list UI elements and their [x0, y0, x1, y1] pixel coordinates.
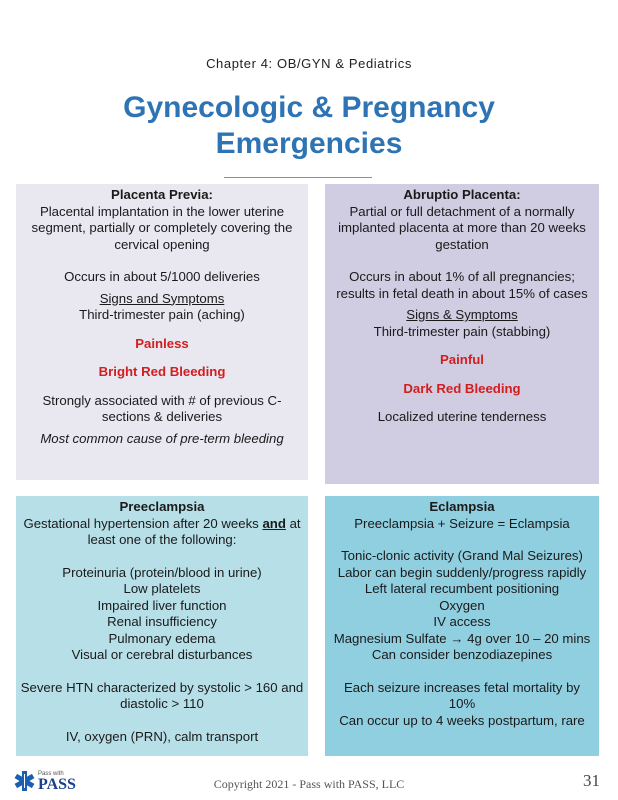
preeclampsia-box: [16, 496, 308, 756]
copyright-text: Copyright 2021 - Pass with PASS, LLC: [213, 777, 405, 791]
abruptio-placenta-box: [325, 184, 599, 484]
preeclampsia-item: Visual or cerebral disturbances: [71, 647, 253, 662]
preeclampsia-item: Proteinuria (protein/blood in urine): [62, 564, 262, 580]
placenta-previa-note: Most common cause of pre-term bleeding: [40, 430, 284, 446]
placenta-previa-bleeding: Bright Red Bleeding: [98, 364, 226, 379]
chapter-heading: Chapter 4: OB/GYN & Pediatrics: [206, 56, 412, 71]
page-title-line-1: Gynecologic & Pregnancy: [123, 91, 495, 124]
preeclampsia-definition: [20, 516, 304, 549]
abruptio-placenta-bleeding: Dark Red Bleeding: [403, 380, 521, 396]
abruptio-placenta-tenderness: Localized uterine tenderness: [377, 409, 547, 424]
eclampsia-item: Left lateral recumbent positioning: [364, 581, 560, 596]
preeclampsia-definition-and: and: [262, 515, 286, 531]
eclampsia-item: Magnesium Sulfate → 4g over 10 – 20 mins: [333, 630, 591, 646]
abruptio-placenta-sign-1: Third-trimester pain (stabbing): [373, 323, 551, 339]
abruptio-placenta-heading: Abruptio Placenta:: [403, 187, 521, 202]
page-title-line-2: Emergencies: [215, 127, 403, 160]
preeclampsia-treatment: IV, oxygen (PRN), calm transport: [65, 728, 259, 744]
eclampsia-heading: Eclampsia: [429, 499, 495, 514]
preeclampsia-definition-part-1: Gestational hypertension after 20 weeks: [23, 515, 259, 531]
placenta-previa-pain: Painless: [135, 335, 189, 351]
eclampsia-item: IV access: [433, 614, 491, 629]
abruptio-placenta-occurrence: Occurs in about 1% of all pregnancies; results in fetal death in about 15% of cases: [336, 269, 588, 301]
eclampsia-mortality: Each seizure increases fetal mortality by 10%: [343, 679, 580, 711]
placenta-previa-occurrence: Occurs in about 5/1000 deliveries: [64, 269, 260, 284]
logo-big-text: PASS: [38, 776, 76, 793]
placenta-previa-definition: Placental implantation in the lower uterine segment, partially or completely covering the cervical opening: [31, 203, 293, 252]
preeclampsia-severe: Severe HTN characterized by systolic > 160 and diastolic > 110: [20, 679, 304, 711]
eclampsia-item: Oxygen: [439, 597, 485, 613]
preeclampsia-item: Pulmonary edema: [108, 630, 216, 646]
placenta-previa-sign-1: Third-trimester pain (aching): [79, 307, 245, 322]
page-number: 31: [583, 771, 600, 790]
placenta-previa-signs-heading: Signs and Symptoms: [99, 290, 225, 306]
preeclampsia-heading: Preeclampsia: [119, 499, 205, 514]
preeclampsia-definition-part-2: at least one of the following:: [87, 515, 301, 547]
preeclampsia-item: Impaired liver function: [97, 597, 227, 613]
preeclampsia-item: Renal insufficiency: [107, 614, 217, 629]
eclampsia-item: Can consider benzodiazepines: [371, 647, 553, 662]
preeclampsia-item: Low platelets: [123, 581, 201, 596]
placenta-previa-heading: Placenta Previa:: [111, 187, 213, 202]
abruptio-placenta-definition: Partial or full detachment of a normally implanted placenta at more than 20 weeks gestation: [338, 203, 586, 252]
title-underline: [224, 177, 372, 178]
eclampsia-item: Labor can begin suddenly/progress rapidly: [337, 564, 587, 580]
abruptio-placenta-signs-heading: Signs & Symptoms: [406, 307, 518, 322]
logo-small-text: Pass with: [38, 771, 64, 777]
eclampsia-postpartum: Can occur up to 4 weeks postpartum, rare: [339, 712, 585, 728]
page-title: [0, 90, 618, 162]
eclampsia-box: [325, 496, 599, 756]
eclampsia-definition: Preeclampsia + Seizure = Eclampsia: [354, 515, 570, 531]
eclampsia-item: Tonic-clonic activity (Grand Mal Seizures): [341, 548, 583, 563]
placenta-previa-association: Strongly associated with # of previous C-sections & deliveries: [42, 392, 282, 424]
abruptio-placenta-pain: Painful: [440, 352, 484, 367]
placenta-previa-box: [16, 184, 308, 480]
